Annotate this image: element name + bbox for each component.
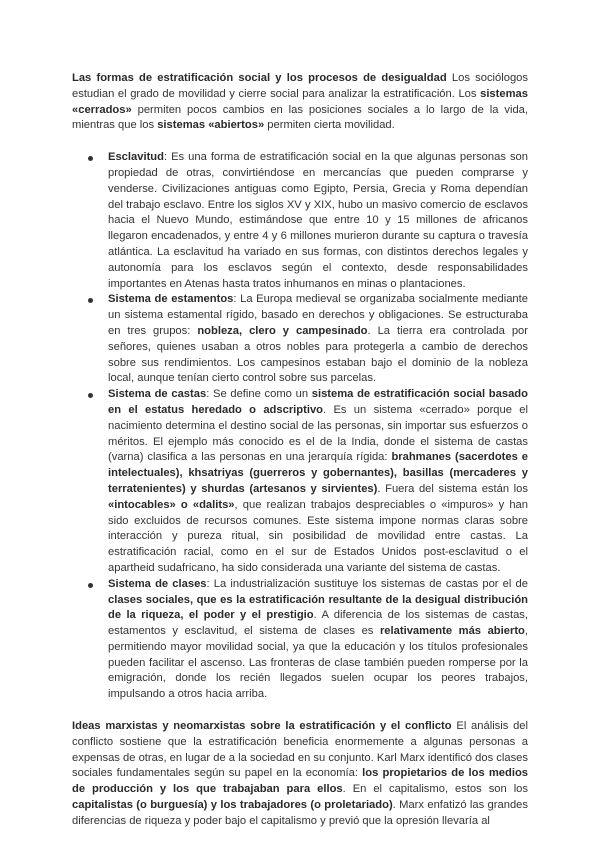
closed-systems-term: sistemas «cerrados» <box>72 87 528 116</box>
marx-emphasis-2: capitalistas (o burguesía) y los trabajadores (o proletariado) <box>72 799 393 812</box>
item-emphasis: brahmanes (sacerdotes e intelectuales), khsatriyas (guerreros y gobernantes), basillas (mercaderes y terratenientes) y shurdas (artesanos y sirvientes) <box>108 451 528 495</box>
item-text: , permitiendo mayor movilidad social, ya que la educación y los títulos profesionales pueden facilitar el ascenso. Las fronteras de clase también pueden romperse por la emigración, donde los recién llegados suelen ocupar los peores trabajos, impulsando a otros hacia arriba. <box>108 625 528 701</box>
section-heading-marx: Ideas marxistas y neomarxistas sobre la estratificación y el conflicto <box>72 720 452 733</box>
item-title: Sistema de estamentos <box>108 293 234 306</box>
list-item-castas <box>108 387 528 577</box>
intro-paragraph <box>72 71 528 134</box>
item-text: . La tierra era controlada por señores, quienes usaban a otros nobles para protegerla a cambio de derechos sobre sus rendimientos. Los campesinos estaban bajo el dominio de la nobleza local, aunque tenían cierto control sobre sus parcelas. <box>108 324 529 385</box>
list-item-esclavitud <box>108 150 528 292</box>
marx-emphasis-1: los propietarios de los medios de producción y los que trabajaban para ellos <box>72 767 528 796</box>
intro-text-1: Los sociólogos estudian el grado de movilidad y cierre social para analizar la estratificación. Los <box>72 72 528 100</box>
item-emphasis: «intocables» o «dalits» <box>108 498 235 511</box>
item-text: : La industrialización sustituye los sistemas de castas por el de <box>206 577 528 590</box>
item-emphasis: relativamente más abierto <box>379 625 525 638</box>
item-text: . Es un sistema «cerrado» porque el nacimiento determina el destino social de las personas, sin importar sus esfuerzos o méritos. El ejemplo más conocido es el de la India, donde el sistema de castas (varna) clasifica a las personas en una jerarquía rígida: <box>108 403 528 464</box>
item-emphasis: clases sociales, que es la estratificación resultante de la desigual distribución de la riqueza, el poder y el prestigio <box>108 593 528 622</box>
item-title: Sistema de castas <box>108 388 207 401</box>
item-title: Esclavitud <box>108 151 164 164</box>
item-text: : Es una forma de estratificación social en la que algunas personas son propiedad de otras, convirtiéndose en mercancías que pueden comprarse y venderse. Civilizaciones antiguas como Egipto, Persia, Grecia y Roma dependían del trabajo esclavo. Entre los siglos XV y XIX, hubo un masivo comercio de esclavos hacia el Nuevo Mundo, estimándose que entre 10 y 15 millones de africanos llegaron encadenados, y entre 4 y 6 millones murieron durante su captura o travesía atlántica. La esclavitud ha variado en sus formas, con distintos derechos legales y autonomía para los esclavos según el contexto, desde responsabilidades importantes en Atenas hasta tratos inhumanos en minas o plantaciones. <box>108 151 528 290</box>
stratification-systems-list <box>72 150 528 703</box>
open-systems-term: sistemas «abiertos» <box>157 119 265 132</box>
marx-text-1: El análisis del conflicto sostiene que la estratificación beneficia enormemente a algunas personas a expensas de otras, en lugar de a la sociedad en su conjunto. Karl Marx identificó dos clases sociales fundamentales según su papel en la economía: <box>72 720 529 780</box>
item-emphasis: sistema de estratificación social basado en el estatus heredado o adscriptivo <box>108 388 528 416</box>
list-item-estamentos <box>108 292 528 387</box>
marx-text-3: . Marx enfatizó las grandes diferencias de riqueza y poder bajo el capitalismo y previó que la opresión llevaría al <box>72 799 528 827</box>
intro-text-2: permiten pocos cambios en las posiciones sociales a lo largo de la vida, mientras que los <box>72 103 528 132</box>
item-text: . A diferencia de los sistemas de castas, estamentos y esclavitud, el sistema de clases es <box>108 609 528 638</box>
item-emphasis: nobleza, clero y campesinado <box>197 324 368 337</box>
marx-text-2: . En el capitalismo, estos son los <box>342 783 528 796</box>
section-heading-stratification: Las formas de estratificación social y los procesos de desigualdad <box>72 72 447 84</box>
list-item-clases <box>108 577 528 703</box>
item-text: : Se define como un <box>206 388 312 401</box>
marx-paragraph <box>72 719 528 830</box>
item-text: , que realizan trabajos despreciables o «impuros» y han sido excluidos de recursos comunes. Este sistema impone normas claras sobre interacción y pureza ritual, sin posibilidad de movilidad entre castas. La estratificación racial, como en el sur de Estados Unidos post-esclavitud o el apartheid sudafricano, ha sido considerada una variante del sistema de castas. <box>108 498 528 574</box>
item-title: Sistema de clases <box>108 577 207 590</box>
item-text: : La Europa medieval se organizaba socialmente mediante un sistema estamental rígido, basado en derechos y obligaciones. Se estructuraba en tres grupos: <box>108 293 528 337</box>
item-text: . Fuera del sistema están los <box>377 482 528 495</box>
intro-text-3: permiten cierta movilidad. <box>264 119 395 132</box>
